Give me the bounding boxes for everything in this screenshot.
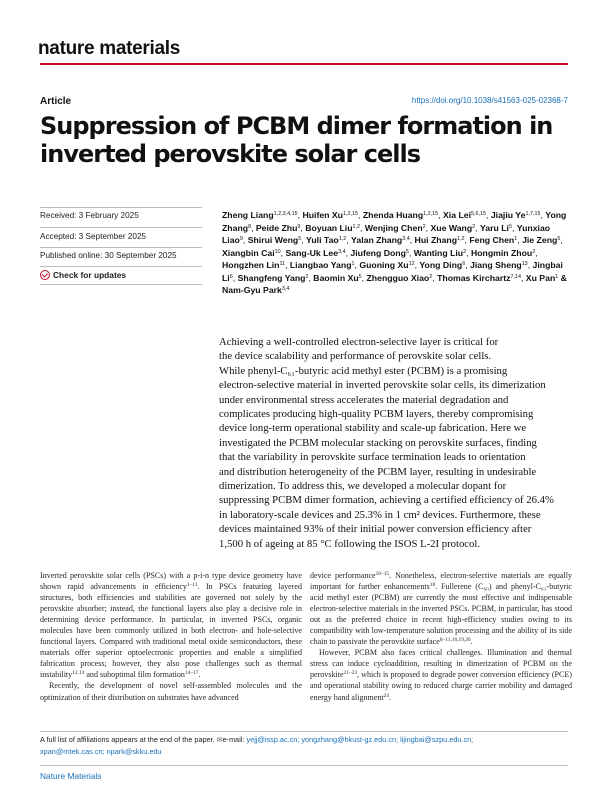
author-name[interactable]: Boyuan Liu [305, 222, 353, 233]
author-name[interactable]: Yaru Li [479, 222, 509, 233]
author-affiliation: 1,2,15 [423, 211, 439, 217]
meta-divider [40, 247, 202, 248]
author-affiliation: 5,6,15 [471, 211, 487, 217]
abstract-line: the device scalability and performance of perovskite solar cells. [219, 350, 492, 363]
email-links[interactable]: yejj@issp.ac.cn; yongzhang@hkust-gz.edu.cn; lijingbai@szpu.edu.cn; [246, 735, 474, 744]
author-name[interactable]: Zhenda Huang [362, 210, 424, 220]
abstract [219, 335, 571, 551]
abstract-line: 1,500 h of ageing at 85 °C following the ISOS L-2I protocol. [219, 537, 481, 550]
author-affiliation: 3,4 [281, 286, 290, 293]
header-rule [40, 63, 568, 65]
meta-divider [40, 207, 202, 208]
doi-link[interactable]: https://doi.org/10.1038/s41563-025-02368-7 [411, 96, 568, 105]
author-affiliation: 1,2 [338, 236, 347, 243]
author-name[interactable]: Sang-Uk Lee [285, 247, 339, 258]
author-affiliation: 1,2,3,4,15 [273, 211, 298, 217]
author-name[interactable]: Jiang Sheng [470, 260, 522, 271]
abstract-line: electron-selective material in inverted perovskite solar cells, its dimerization [219, 379, 546, 392]
author-name[interactable]: Jiajiu Ye [490, 210, 526, 220]
author-name[interactable]: Xu Pan [525, 272, 556, 283]
abstract-line: device long-term operational stability and scale-up fabrication. Here we [219, 422, 527, 435]
author-name[interactable]: Wanting Liu [413, 247, 464, 258]
email-label: e-mail: [222, 735, 245, 744]
abstract-line: complicates producing high-quality PCBM layers, thereby compromising [219, 408, 534, 421]
abstract-line: and distribution heterogeneity of the PCBM layer, resulting in undesirable [219, 465, 537, 478]
meta-divider [40, 284, 202, 285]
envelope-icon: ✉ [216, 737, 223, 744]
author-name[interactable]: Thomas Kirchartz [437, 272, 511, 283]
author-name[interactable]: Jingbai Li [222, 260, 563, 283]
author-affiliation: 7,14 [510, 273, 521, 280]
author-affiliation: 5 [358, 273, 362, 280]
author-affiliation: 3,4 [402, 236, 410, 243]
author-affiliation: 10 [274, 248, 281, 255]
abstract-line: While phenyl-C₆₁-butyric acid methyl ester (PCBM) is a promising [219, 364, 508, 377]
author-name[interactable]: Liangbao Yang [289, 260, 352, 271]
footer-divider [40, 765, 568, 766]
author-affiliation: 6 [229, 273, 233, 280]
author-affiliation: 11 [279, 261, 286, 268]
author-name[interactable]: Yong Ding [419, 260, 463, 271]
author-affiliation: 1,2 [457, 236, 465, 243]
abstract-line: Achieving a well-controlled electron-selective layer is critical for [219, 336, 499, 348]
meta-divider [40, 227, 202, 228]
author-affiliation: 1,2 [352, 223, 361, 230]
body-column-left [40, 570, 302, 703]
body-paragraph: Inverted perovskite solar cells (PSCs) with a p-i-n type device geometry have shown rapid advancements in efficiency$^{1-11}$. In PSCs featuring layered structures, both efficiencies and stabilities are governed not solely by the perovskite absorber; instead, the functional layers also play a decisive role in determining device performance. In particular, in inverted PSCs, organic molecules have been commonly utilized in both electron- and hole-selective functional layers. Compared with traditional metal oxide semiconductors, these materials offer superior optoelectronic properties and enable a simplified fabrication process; however, they also pose challenges such as thermal instability$^{12,13}$ and suboptimal film formation$^{14-17}$. [40, 571, 303, 680]
author-affiliation: 5 [405, 248, 409, 255]
author-name[interactable]: Feng Chen [469, 235, 515, 246]
author-name[interactable]: Jiufeng Dong [350, 247, 406, 258]
author-affiliation: 1,2,15 [343, 211, 358, 217]
author-affiliation: 1,7,15 [525, 211, 541, 217]
author-affiliation: 2 [463, 248, 467, 255]
affiliation-note: A full list of affiliations appears at the end of the paper. [40, 735, 215, 744]
author-affiliation: 9 [297, 223, 301, 230]
author-name[interactable]: Huifen Xu [302, 210, 343, 220]
abstract-line: investigated the PCBM molecular stacking on perovskite surfaces, finding [219, 436, 537, 449]
author-affiliation: 12 [408, 261, 415, 268]
author-name[interactable]: Peide Zhu [255, 222, 298, 233]
email-links[interactable]: xpan@rntek.cas.cn; npark@skku.edu [40, 746, 162, 756]
abstract-line: that the variability in perovskite surface termination leads to orientation [219, 451, 526, 464]
journal-name: nature materials [38, 38, 180, 59]
author-name[interactable]: Jie Zeng [522, 235, 558, 246]
author-affiliation: 5 [557, 236, 561, 243]
author-name[interactable]: Hongzhen Lin [222, 260, 280, 271]
author-name[interactable]: Shangfeng Yang [237, 272, 306, 283]
author-name[interactable]: & Nam-Gyu Park [222, 272, 567, 296]
author-affiliation: 2 [472, 223, 476, 230]
author-affiliation: 2 [305, 273, 309, 280]
article-type: Article [40, 96, 72, 107]
author-name[interactable]: Yalan Zhang [351, 235, 403, 246]
author-name[interactable]: Yuli Tao [306, 235, 339, 246]
author-name[interactable]: Yong Zhang [222, 210, 567, 233]
author-affiliation: 5 [298, 236, 302, 243]
author-name[interactable]: Hui Zhang [414, 235, 458, 246]
author-affiliation: 2 [429, 273, 433, 280]
author-affiliation: 1 [351, 261, 355, 268]
author-name[interactable]: Zhengguo Xiao [366, 272, 430, 283]
author-affiliation: 2 [532, 248, 536, 255]
author-affiliation: 3,4 [338, 248, 346, 255]
footnote [40, 735, 570, 758]
check-updates-button[interactable] [40, 270, 126, 280]
abstract-line: in laboratory-scale devices and 25.3% in 1 cm² devices. Furthermore, these [219, 508, 541, 521]
author-affiliation: 9 [239, 236, 243, 243]
abstract-line: under environmental stress accelerates the material degradation and [219, 393, 509, 406]
footer-journal[interactable]: Nature Materials [40, 771, 102, 781]
check-icon [40, 270, 50, 280]
body-column-right [310, 570, 572, 703]
article-title: Suppression of PCBM dimer formation in inverted perovskite solar cells [40, 112, 553, 168]
author-affiliation: 1 [514, 236, 518, 243]
accepted-date: Accepted: 3 September 2025 [40, 232, 147, 241]
abstract-line: suppressing PCBM dimer formation, achieving a certified efficiency of 26.4% [219, 494, 554, 507]
body-paragraph: device performance$^{10-15}$. Nonetheless, electron-selective materials are equally important for further enhancements$^{18}$. Fullerene (C₆₀) and phenyl-C₆₁-butyric acid methyl ester (PCBM) are currently the most effective and indispensable electron-selective materials in the inverted PSCs. PCBM, in particular, has stood out as the preferred choice in recent high-efficiency studies owing to its compatibility with low-temperature solution processing and the ability of its side chain to passivate the perovskite surface$^{8-11,16,19,20}$. [310, 571, 573, 647]
author-affiliation: 5 [508, 223, 512, 230]
abstract-line: dimerization. To address this, we developed a molecular dopant for [219, 480, 507, 493]
published-date: Published online: 30 September 2025 [40, 251, 177, 260]
author-affiliation: 8 [248, 223, 252, 230]
author-name[interactable]: Yunxiao Liao [222, 222, 551, 246]
received-date: Received: 3 February 2025 [40, 211, 139, 220]
abstract-line: devices maintained 93% of their initial power conversion efficiency after [219, 523, 532, 536]
author-affiliation: 13 [521, 261, 528, 268]
body-paragraph: Recently, the development of novel self-assembled molecules and the optimization of their distribution on substrates have advanced [40, 681, 302, 702]
body-paragraph: However, PCBM also faces critical challenges. Illumination and thermal stress can induce cycloaddition, resulting in dimerization of PCBM on the perovskite$^{21-23}$, which is proposed to degrade power conversion efficiency (PCE) and operational stability owing to reduced charge carrier mobility and damaged energy band alignment$^{24}$. [310, 648, 572, 702]
author-name[interactable]: Xiangbin Cai [222, 247, 275, 258]
author-affiliation: 2 [422, 223, 426, 230]
author-name[interactable]: Zheng Liang [222, 210, 274, 220]
author-name[interactable]: Baomin Xu [313, 272, 359, 283]
author-name[interactable]: Xue Wang [430, 222, 473, 233]
author-name[interactable]: Hongmin Zhou [470, 247, 533, 258]
author-list: Zheng Liang$^{1,2,3,4,15}$, Huifen Xu$^{1,2,15}$, Zhenda Huang$^{1,2,15}$, Xia Lei$^{5,6,15}$, Jiajiu Ye$^{1,7,15}$, Yong Zhang$^8$, Peide Zhu$^9$, Boyuan Liu$^{1,2}$, Wenjing Chen$^2$, Xue Wang$^2$, Yaru Li$^5$, Yunxiao Liao$^9$, Shirui Weng$^5$, Yuli Tao$^{1,2}$, Yalan Zhang$^{3,4}$, Hui Zhang$^{1,2}$, Feng Chen$^1$, Jie Zeng$^5$, Xiangbin Cai$^{10}$, Sang-Uk Lee$^{3,4}$, Jiufeng Dong$^5$, Wanting Liu$^2$, Hongmin Zhou$^2$, Hongzhen Lin$^{11}$, Liangbao Yang$^1$, Guoning Xu$^{12}$, Yong Ding$^6$, Jiang Sheng$^{13}$, Jingbai Li$^6$, Shangfeng Yang$^2$, Baomin Xu$^5$, Zhengguo Xiao$^2$, Thomas Kirchartz$^{7,14}$, Xu Pan$^1$ & Nam-Gyu Park$^{3,4}$ [222, 210, 567, 296]
footnote-divider [40, 731, 568, 732]
check-updates-label: Check for updates [53, 270, 127, 280]
author-affiliation: 6 [462, 261, 466, 268]
meta-divider [40, 266, 202, 267]
author-name[interactable]: Xia Lei [443, 210, 472, 220]
author-name[interactable]: Wenjing Chen [364, 222, 423, 233]
author-affiliation: 1 [555, 273, 559, 280]
author-name[interactable]: Guoning Xu [359, 260, 409, 271]
author-name[interactable]: Shirui Weng [247, 235, 299, 246]
